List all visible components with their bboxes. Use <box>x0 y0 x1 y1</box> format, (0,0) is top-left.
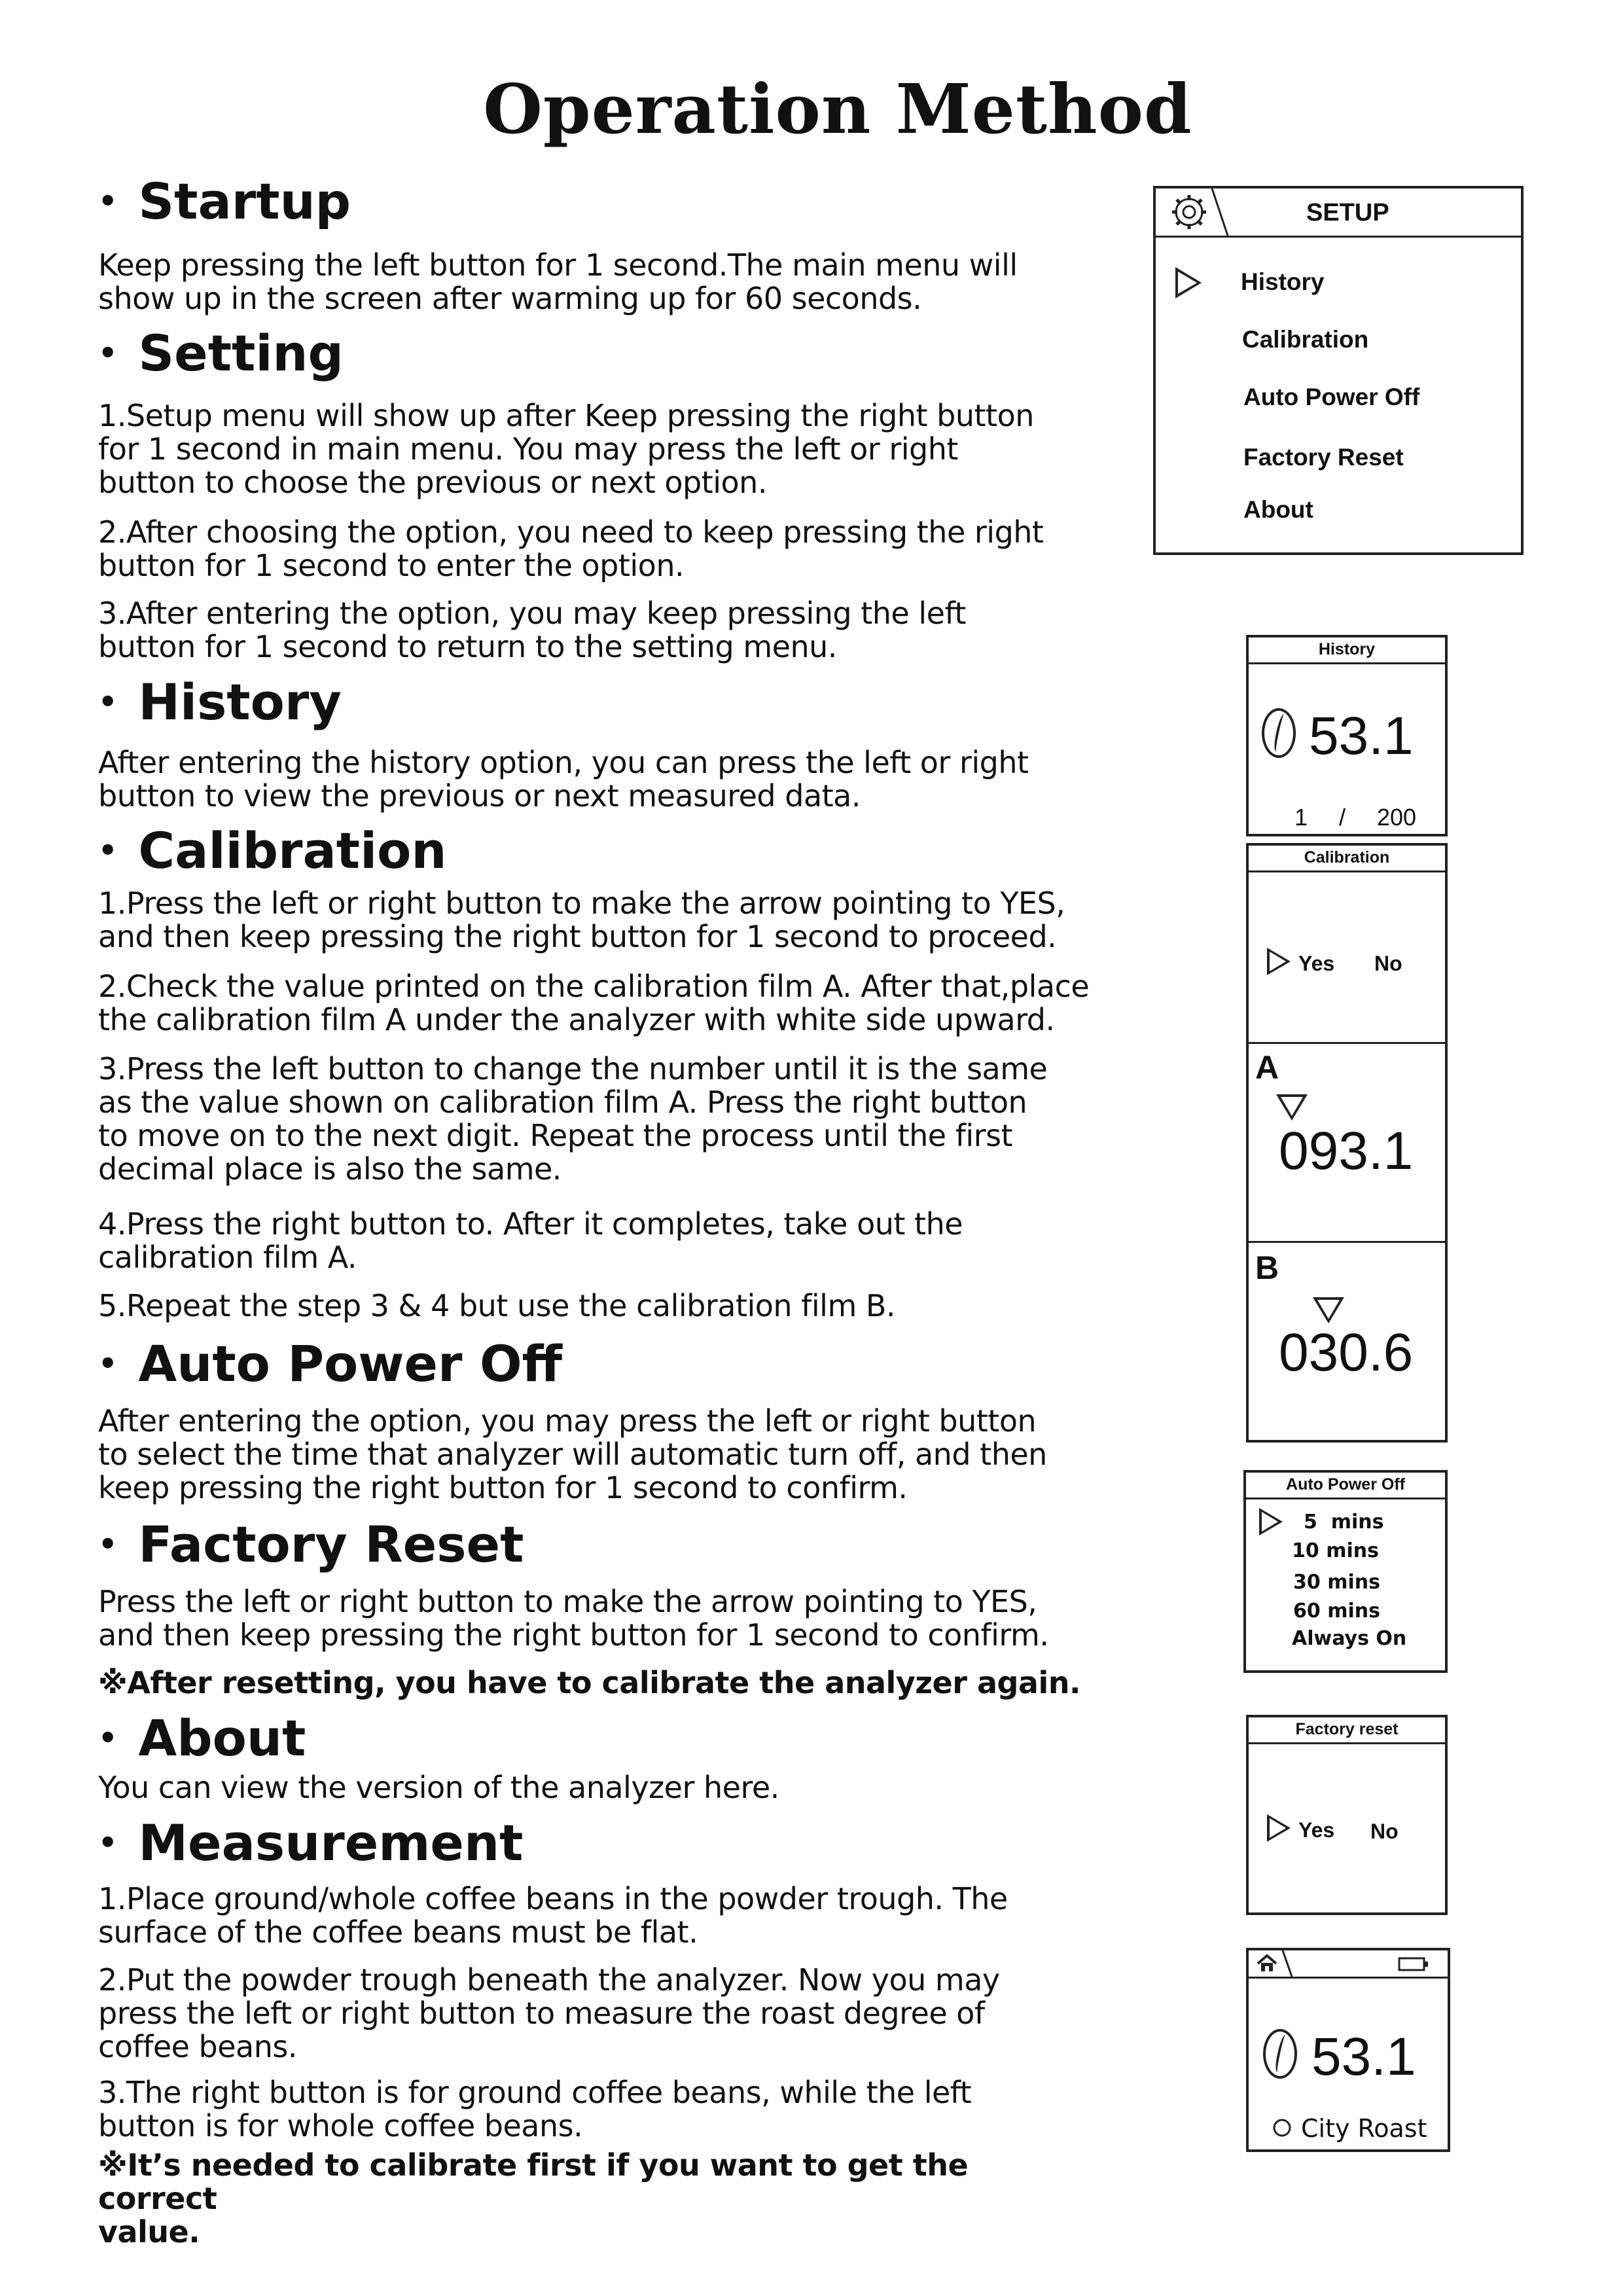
auto-power-off-option-30[interactable]: 30 mins <box>1293 1571 1380 1594</box>
startup-text: Keep pressing the left button for 1 second.The main menu will show up in the screen after warming up for 60 seconds. <box>98 247 1018 316</box>
setup-item-history[interactable]: History <box>1241 268 1325 295</box>
auto-power-off-screen <box>1243 1470 1448 1673</box>
factory-reset-yes[interactable]: Yes <box>1298 1818 1335 1842</box>
film-b-value: 030.6 <box>1279 1323 1414 1382</box>
title-bar-divider <box>1281 1950 1294 1977</box>
digit-cursor-icon <box>1313 1297 1344 1323</box>
heading-startup-text: Startup <box>138 172 351 230</box>
calibration-text-2: 2.Check the value printed on the calibration film A. After that,place the calibration film A under the analyzer with white side upward. <box>98 969 1090 1037</box>
factory-reset-note: ※After resetting, you have to calibrate the analyzer again. <box>98 1665 1080 1700</box>
digit-cursor-icon <box>1276 1094 1308 1121</box>
heading-about-text: About <box>138 1709 306 1767</box>
factory-reset-screen-title: Factory reset <box>1295 1720 1399 1738</box>
history-value: 53.1 <box>1309 706 1414 766</box>
film-a-value: 093.1 <box>1279 1121 1414 1181</box>
measurement-text-3: 3.The right button is for ground coffee beans, while the left button is for whole coffee beans. <box>98 2075 972 2144</box>
calibration-no[interactable]: No <box>1374 952 1402 975</box>
heading-calibration-text: Calibration <box>138 821 447 880</box>
calibration-text-3: 3.Press the left button to change the number until it is the same as the value shown on calibration film A. Press the right button to move on to the next digit. Repeat the process until the first decimal place is also the same. <box>98 1051 1048 1187</box>
auto-power-off-option-5[interactable]: 5 mins <box>1304 1511 1384 1534</box>
gear-icon <box>1169 192 1209 232</box>
auto-power-off-option-always-on[interactable]: Always On <box>1292 1627 1407 1650</box>
factory-reset-no[interactable]: No <box>1370 1820 1399 1843</box>
measurement-value: 53.1 <box>1311 2027 1416 2087</box>
history-title-bar <box>1249 637 1445 664</box>
setting-text-2: 2.After choosing the option, you need to keep pressing the right button for 1 second to enter the option. <box>98 514 1044 583</box>
measurement-note: ※It’s needed to calibrate first if you want to get the correct value. <box>98 2147 969 2250</box>
calibration-text-1: 1.Press the left or right button to make the arrow pointing to YES, and then keep pressing the right button for 1 second to proceed. <box>98 886 1065 954</box>
setup-item-calibration[interactable]: Calibration <box>1242 326 1369 353</box>
setup-screen <box>1153 186 1524 555</box>
heading-history <box>98 673 342 731</box>
coffee-bean-icon <box>1263 2029 1297 2079</box>
bullet: • <box>98 684 118 719</box>
calibration-text-4: 4.Press the right button to. After it completes, take out the calibration film A. <box>98 1206 963 1275</box>
calibration-screen-title: Calibration <box>1304 848 1390 867</box>
heading-calibration <box>98 821 447 880</box>
title-bar-divider <box>1211 188 1230 236</box>
battery-icon <box>1398 1957 1429 1971</box>
heading-measurement-text: Measurement <box>138 1814 524 1872</box>
heading-history-text: History <box>138 673 342 731</box>
history-screen <box>1246 635 1448 836</box>
heading-about <box>98 1709 306 1767</box>
selection-arrow-icon <box>1267 1814 1291 1842</box>
heading-auto-power-off <box>98 1335 563 1393</box>
history-record-total: 200 <box>1377 804 1417 831</box>
coffee-bean-icon <box>1262 708 1296 758</box>
factory-reset-title-bar <box>1249 1717 1445 1744</box>
setup-title: SETUP <box>1306 199 1389 226</box>
calibration-divider <box>1249 1241 1445 1243</box>
about-text: You can view the version of the analyzer here. <box>98 1770 779 1805</box>
measurement-screen <box>1246 1948 1450 2152</box>
heading-startup <box>98 172 351 230</box>
heading-setting <box>98 324 344 382</box>
bullet: • <box>98 183 118 219</box>
measurement-status-bar <box>1249 1950 1448 1979</box>
auto-power-off-text: After entering the option, you may press the left or right button to select the time that analyzer will automatic turn off, and then keep pressing the right button for 1 second to confirm. <box>98 1403 1047 1505</box>
roast-level-label: City Roast <box>1301 2114 1427 2143</box>
film-b-label: B <box>1255 1249 1279 1286</box>
auto-power-off-option-60[interactable]: 60 mins <box>1293 1600 1380 1623</box>
home-icon <box>1257 1954 1277 1973</box>
bullet: • <box>98 833 118 868</box>
heading-factory-reset-text: Factory Reset <box>138 1515 524 1573</box>
calibration-divider <box>1249 1042 1445 1044</box>
bullet: • <box>98 335 118 370</box>
selection-arrow-icon <box>1259 1508 1283 1535</box>
calibration-screen <box>1246 843 1448 1443</box>
setup-title-bar <box>1156 188 1521 238</box>
setting-text-3: 3.After entering the option, you may keep pressing the left button for 1 second to return to the setting menu. <box>98 596 966 664</box>
history-record-index: 1 <box>1294 804 1308 831</box>
selection-arrow-icon <box>1175 267 1202 298</box>
calibration-yes[interactable]: Yes <box>1298 952 1335 975</box>
bullet: • <box>98 1526 118 1562</box>
heading-auto-power-off-text: Auto Power Off <box>138 1335 563 1393</box>
auto-power-off-screen-title: Auto Power Off <box>1286 1475 1405 1494</box>
roast-level-circle-icon <box>1272 2118 1292 2138</box>
film-a-label: A <box>1255 1049 1279 1086</box>
setup-item-about[interactable]: About <box>1243 496 1313 523</box>
history-text: After entering the history option, you can press the left or right button to view the previous or next measured data. <box>98 745 1029 814</box>
page-title: Operation Method <box>483 69 1192 149</box>
auto-power-off-title-bar <box>1246 1473 1445 1499</box>
measurement-text-1: 1.Place ground/whole coffee beans in the powder trough. The surface of the coffee beans must be flat. <box>98 1881 1008 1950</box>
bullet: • <box>98 1720 118 1755</box>
bullet: • <box>98 1346 118 1381</box>
factory-reset-screen <box>1246 1715 1448 1915</box>
history-record-separator: / <box>1339 804 1346 831</box>
selection-arrow-icon <box>1267 948 1291 975</box>
setup-item-factory-reset[interactable]: Factory Reset <box>1243 444 1404 471</box>
calibration-text-5: 5.Repeat the step 3 & 4 but use the calibration film B. <box>98 1288 896 1323</box>
bullet: • <box>98 1825 118 1860</box>
calibration-title-bar <box>1249 846 1445 872</box>
measurement-text-2: 2.Put the powder trough beneath the analyzer. Now you may press the left or right button to measure the roast degree of coffee beans. <box>98 1962 1000 2064</box>
setting-text-1: 1.Setup menu will show up after Keep pressing the right button for 1 second in main menu. You may press the left or right button to choose the previous or next option. <box>98 398 1034 500</box>
history-screen-title: History <box>1318 640 1376 658</box>
setup-item-auto-power-off[interactable]: Auto Power Off <box>1243 384 1420 410</box>
heading-measurement <box>98 1814 524 1872</box>
heading-factory-reset <box>98 1515 524 1573</box>
auto-power-off-option-10[interactable]: 10 mins <box>1292 1539 1379 1562</box>
heading-setting-text: Setting <box>138 324 344 382</box>
factory-reset-text: Press the left or right button to make the arrow pointing to YES, and then keep pressing the right button for 1 second to confirm. <box>98 1584 1049 1653</box>
